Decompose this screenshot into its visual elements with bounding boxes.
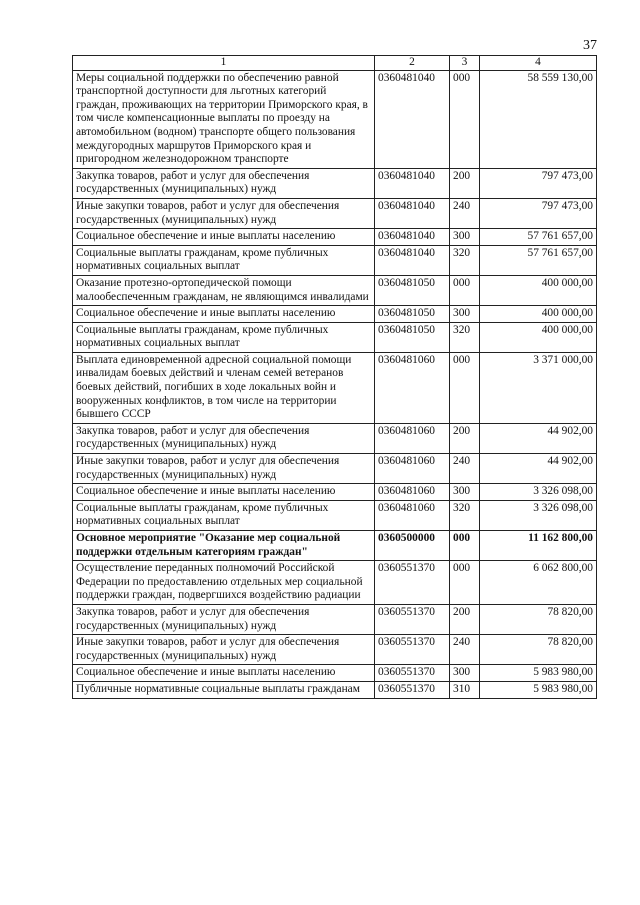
row-code-cell: 0360481050 (375, 306, 450, 323)
row-code-cell: 0360481040 (375, 70, 450, 168)
row-type-cell: 320 (450, 322, 480, 352)
row-name-cell: Закупка товаров, работ и услуг для обеспечения государственных (муниципальных) нужд (73, 423, 375, 453)
row-code-cell: 0360481060 (375, 484, 450, 501)
row-amount-cell: 400 000,00 (480, 322, 597, 352)
row-code-cell: 0360481040 (375, 229, 450, 246)
page-number: 37 (583, 38, 597, 53)
row-type-cell: 200 (450, 168, 480, 198)
table-row (73, 484, 597, 501)
row-type-cell: 200 (450, 423, 480, 453)
row-amount-cell: 5 983 980,00 (480, 681, 597, 698)
row-code-cell: 0360481060 (375, 500, 450, 530)
row-amount-cell: 44 902,00 (480, 454, 597, 484)
row-amount-cell: 400 000,00 (480, 275, 597, 305)
row-code-cell: 0360481040 (375, 245, 450, 275)
row-name-cell: Социальное обеспечение и иные выплаты населению (73, 306, 375, 323)
row-name-cell: Меры социальной поддержки по обеспечению равной транспортной доступности для льготных категорий граждан, проживающих на территории Приморского края, в том числе компенсационные выплаты по проезду на автомобильном (водном) транспорте общего пользования междугородных маршрутов Приморского края и пригородном железнодорожном транспорте (73, 70, 375, 168)
column-header-3: 3 (450, 56, 480, 71)
table-row (73, 245, 597, 275)
table-row (73, 275, 597, 305)
row-code-cell: 0360481060 (375, 454, 450, 484)
table-row (73, 198, 597, 228)
row-type-cell: 300 (450, 306, 480, 323)
row-type-cell: 000 (450, 531, 480, 561)
table-row (73, 681, 597, 698)
row-type-cell: 300 (450, 665, 480, 682)
row-type-cell: 240 (450, 454, 480, 484)
row-type-cell: 200 (450, 604, 480, 634)
row-type-cell: 000 (450, 352, 480, 423)
row-name-cell: Социальное обеспечение и иные выплаты населению (73, 484, 375, 501)
row-code-cell: 0360481050 (375, 275, 450, 305)
row-type-cell: 320 (450, 500, 480, 530)
row-amount-cell: 11 162 800,00 (480, 531, 597, 561)
table-row (73, 306, 597, 323)
row-amount-cell: 5 983 980,00 (480, 665, 597, 682)
table-header-row (73, 56, 597, 71)
table-row (73, 352, 597, 423)
row-type-cell: 000 (450, 561, 480, 605)
row-name-cell: Основное мероприятие "Оказание мер социальной поддержки отдельным категориям граждан" (73, 531, 375, 561)
table-row (73, 168, 597, 198)
row-code-cell: 0360551370 (375, 604, 450, 634)
row-type-cell: 310 (450, 681, 480, 698)
row-name-cell: Социальные выплаты гражданам, кроме публичных нормативных социальных выплат (73, 322, 375, 352)
table-body (73, 70, 597, 698)
row-code-cell: 0360481040 (375, 168, 450, 198)
row-type-cell: 000 (450, 70, 480, 168)
row-code-cell: 0360551370 (375, 681, 450, 698)
row-code-cell: 0360481050 (375, 322, 450, 352)
row-type-cell: 300 (450, 229, 480, 246)
row-name-cell: Социальные выплаты гражданам, кроме публичных нормативных социальных выплат (73, 500, 375, 530)
row-type-cell: 240 (450, 198, 480, 228)
row-name-cell: Закупка товаров, работ и услуг для обеспечения государственных (муниципальных) нужд (73, 168, 375, 198)
table-row (73, 70, 597, 168)
row-type-cell: 320 (450, 245, 480, 275)
row-amount-cell: 78 820,00 (480, 604, 597, 634)
budget-table (72, 55, 597, 699)
row-amount-cell: 400 000,00 (480, 306, 597, 323)
row-name-cell: Социальное обеспечение и иные выплаты населению (73, 665, 375, 682)
row-name-cell: Закупка товаров, работ и услуг для обеспечения государственных (муниципальных) нужд (73, 604, 375, 634)
row-code-cell: 0360481040 (375, 198, 450, 228)
row-code-cell: 0360500000 (375, 531, 450, 561)
row-amount-cell: 57 761 657,00 (480, 245, 597, 275)
row-code-cell: 0360481060 (375, 423, 450, 453)
row-name-cell: Публичные нормативные социальные выплаты гражданам (73, 681, 375, 698)
row-amount-cell: 6 062 800,00 (480, 561, 597, 605)
row-name-cell: Иные закупки товаров, работ и услуг для обеспечения государственных (муниципальных) нужд (73, 454, 375, 484)
table-row (73, 561, 597, 605)
row-amount-cell: 57 761 657,00 (480, 229, 597, 246)
row-amount-cell: 3 371 000,00 (480, 352, 597, 423)
row-name-cell: Иные закупки товаров, работ и услуг для обеспечения государственных (муниципальных) нужд (73, 635, 375, 665)
row-name-cell: Социальное обеспечение и иные выплаты населению (73, 229, 375, 246)
table-row (73, 454, 597, 484)
row-amount-cell: 797 473,00 (480, 198, 597, 228)
table-row (73, 322, 597, 352)
table-row (73, 500, 597, 530)
row-code-cell: 0360551370 (375, 561, 450, 605)
table-row (73, 531, 597, 561)
row-name-cell: Выплата единовременной адресной социальной помощи инвалидам боевых действий и членам семей ветеранов боевых действий, погибших в ходе локальных войн и вооруженных конфликтов, в том числе на территории бывшего СССР (73, 352, 375, 423)
row-type-cell: 300 (450, 484, 480, 501)
row-name-cell: Социальные выплаты гражданам, кроме публичных нормативных социальных выплат (73, 245, 375, 275)
table-row (73, 423, 597, 453)
row-code-cell: 0360551370 (375, 635, 450, 665)
column-header-1: 1 (73, 56, 375, 71)
row-type-cell: 240 (450, 635, 480, 665)
row-code-cell: 0360551370 (375, 665, 450, 682)
column-header-2: 2 (375, 56, 450, 71)
row-name-cell: Осуществление переданных полномочий Российской Федерации по предоставлению отдельных мер социальной поддержки граждан, подвергшихся воздействию радиации (73, 561, 375, 605)
row-amount-cell: 44 902,00 (480, 423, 597, 453)
table-row (73, 604, 597, 634)
row-name-cell: Оказание протезно-ортопедической помощи малообеспеченным гражданам, не являющимся инвалидами (73, 275, 375, 305)
row-amount-cell: 3 326 098,00 (480, 500, 597, 530)
table-row (73, 229, 597, 246)
table-row (73, 635, 597, 665)
row-amount-cell: 58 559 130,00 (480, 70, 597, 168)
row-amount-cell: 78 820,00 (480, 635, 597, 665)
row-type-cell: 000 (450, 275, 480, 305)
row-amount-cell: 797 473,00 (480, 168, 597, 198)
column-header-4: 4 (480, 56, 597, 71)
table-row (73, 665, 597, 682)
row-code-cell: 0360481060 (375, 352, 450, 423)
row-amount-cell: 3 326 098,00 (480, 484, 597, 501)
row-name-cell: Иные закупки товаров, работ и услуг для обеспечения государственных (муниципальных) нужд (73, 198, 375, 228)
